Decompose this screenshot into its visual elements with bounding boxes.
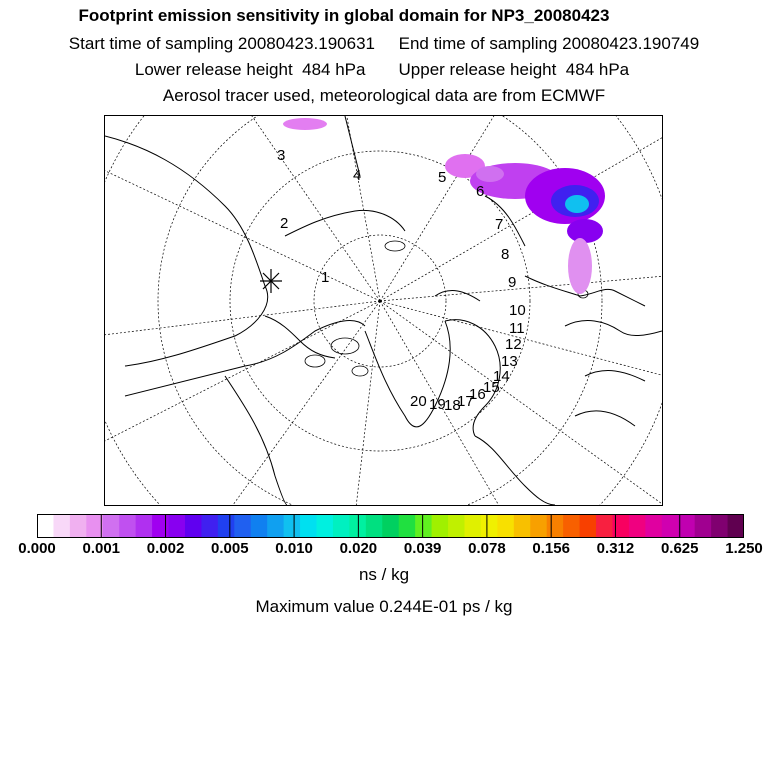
colorbar-swatch bbox=[103, 514, 120, 538]
colorbar-swatch bbox=[37, 514, 54, 538]
colorbar-swatch bbox=[201, 514, 218, 538]
colorbar-tick-label: 0.000 bbox=[18, 540, 56, 557]
track-label: 18 bbox=[444, 397, 461, 414]
track-label: 10 bbox=[509, 302, 526, 319]
colorbar-units: ns / kg bbox=[358, 565, 410, 584]
plot-title: Footprint emission sensitivity in global domain for NP3_20080423 bbox=[78, 6, 610, 25]
colorbar-swatch bbox=[53, 514, 70, 538]
colorbar-swatch bbox=[185, 514, 202, 538]
start-time: Start time of sampling 20080423.190631 bbox=[68, 34, 376, 53]
colorbar-swatch bbox=[563, 514, 580, 538]
max-value: Maximum value 0.244E-01 ps / kg bbox=[255, 597, 513, 616]
track-label: 1 bbox=[321, 269, 330, 286]
islands bbox=[305, 241, 588, 376]
colorbar-swatch bbox=[234, 514, 251, 538]
colorbar-swatch bbox=[645, 514, 662, 538]
end-time: End time of sampling 20080423.190749 bbox=[398, 34, 700, 53]
track-label: 7 bbox=[495, 216, 504, 233]
colorbar-swatch bbox=[695, 514, 712, 538]
colorbar-swatch bbox=[596, 514, 613, 538]
track-label: 11 bbox=[509, 320, 525, 337]
colorbar-swatch bbox=[300, 514, 317, 538]
colorbar bbox=[37, 514, 744, 538]
footprint-map bbox=[104, 115, 663, 506]
colorbar-swatch bbox=[333, 514, 350, 538]
track-label: 14 bbox=[493, 368, 510, 385]
colorbar-swatch bbox=[728, 514, 744, 538]
colorbar-tick-label: 0.020 bbox=[339, 540, 378, 557]
colorbar-swatch bbox=[629, 514, 646, 538]
colorbar-swatch bbox=[218, 514, 235, 538]
colorbar-swatch bbox=[678, 514, 695, 538]
colorbar-tick-label: 0.078 bbox=[468, 540, 506, 557]
track-label: 19 bbox=[429, 396, 446, 413]
colorbar-swatch bbox=[481, 514, 498, 538]
track-label: 9 bbox=[508, 274, 517, 291]
colorbar-tick-label: 0.156 bbox=[532, 540, 570, 557]
colorbar-swatch bbox=[70, 514, 87, 538]
track-label: 20 bbox=[410, 393, 427, 410]
colorbar-tick-label: 0.010 bbox=[275, 540, 313, 557]
colorbar-swatch bbox=[448, 514, 465, 538]
upper-height: Upper release height 484 hPa bbox=[398, 60, 630, 79]
colorbar-swatch bbox=[547, 514, 564, 538]
colorbar-swatch bbox=[86, 514, 103, 538]
track-label: 17 bbox=[457, 393, 474, 410]
colorbar-swatch bbox=[136, 514, 153, 538]
colorbar-swatch bbox=[530, 514, 547, 538]
track-label: 13 bbox=[501, 353, 518, 370]
lower-height: Lower release height 484 hPa bbox=[134, 60, 366, 79]
colorbar-swatch bbox=[580, 514, 597, 538]
colorbar-swatch bbox=[662, 514, 679, 538]
track-label: 8 bbox=[501, 246, 510, 263]
release-site-asterisk bbox=[260, 269, 282, 293]
sampling-times bbox=[0, 34, 768, 54]
track-label: 5 bbox=[438, 169, 447, 186]
colorbar-tick-label: 0.002 bbox=[146, 540, 185, 557]
track-label: 16 bbox=[469, 386, 486, 403]
colorbar-swatch bbox=[711, 514, 728, 538]
track-label: 15 bbox=[483, 379, 500, 396]
colorbar-swatch bbox=[119, 514, 136, 538]
colorbar-tick-label: 1.250 bbox=[725, 540, 763, 557]
colorbar-swatch bbox=[415, 514, 432, 538]
colorbar-swatch bbox=[399, 514, 416, 538]
tracer-note: Aerosol tracer used, meteorological data are from ECMWF bbox=[162, 86, 606, 105]
colorbar-swatch bbox=[152, 514, 169, 538]
track-label: 2 bbox=[280, 215, 289, 232]
colorbar-swatch bbox=[251, 514, 268, 538]
colorbar-swatch bbox=[464, 514, 481, 538]
map-canvas bbox=[105, 116, 662, 505]
colorbar-swatch bbox=[169, 514, 186, 538]
track-label: 12 bbox=[505, 336, 522, 353]
colorbar-swatch bbox=[497, 514, 514, 538]
colorbar-swatch bbox=[366, 514, 383, 538]
colorbar-swatch bbox=[317, 514, 334, 538]
colorbar-tick-label: 0.001 bbox=[82, 540, 121, 557]
track-label: 6 bbox=[476, 183, 485, 200]
colorbar-swatch bbox=[514, 514, 531, 538]
colorbar-swatch bbox=[267, 514, 284, 538]
colorbar-canvas bbox=[37, 514, 744, 538]
colorbar-tick-label: 0.039 bbox=[403, 540, 442, 557]
colorbar-swatch bbox=[432, 514, 449, 538]
track-label: 3 bbox=[277, 147, 286, 164]
colorbar-swatch bbox=[382, 514, 399, 538]
footprint-plume bbox=[283, 118, 605, 294]
colorbar-swatch bbox=[284, 514, 301, 538]
colorbar-tick-label: 0.312 bbox=[596, 540, 635, 557]
colorbar-tick-label: 0.005 bbox=[211, 540, 249, 557]
colorbar-tick-label: 0.625 bbox=[660, 540, 699, 557]
track-label: 4 bbox=[353, 167, 362, 184]
release-heights bbox=[0, 60, 766, 80]
